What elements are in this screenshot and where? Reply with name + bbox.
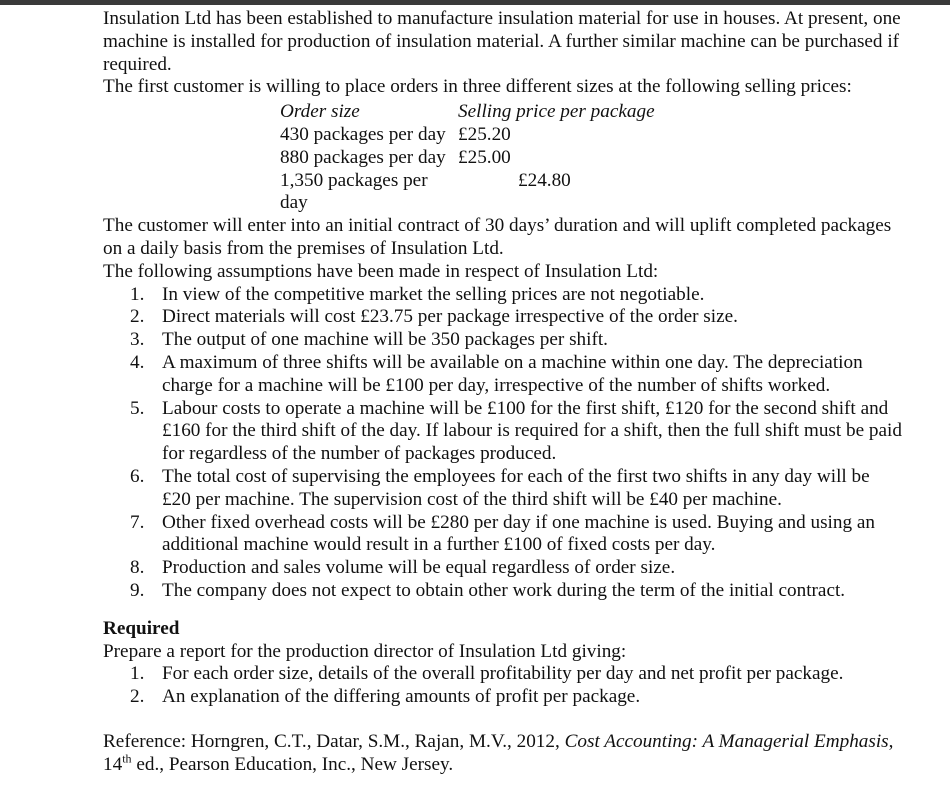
list-item (103, 352, 903, 398)
list-number: 7. (130, 511, 145, 533)
required-list (103, 663, 903, 709)
list-text: An explanation of the differing amounts of profit per package. (162, 686, 641, 708)
contract-paragraph: The customer will enter into an initial contract of 30 days’ duration and will uplift completed packages on a daily basis from the premises of Insulation Ltd. (103, 215, 892, 259)
list-item (103, 663, 903, 686)
table-row (280, 170, 655, 216)
list-text: For each order size, details of the overall profitability per day and net profit per package. (162, 663, 844, 685)
reference-citation (103, 731, 903, 777)
list-text: The output of one machine will be 350 packages per shift. (162, 329, 608, 351)
required-heading: Required (103, 617, 180, 639)
list-text: The total cost of supervising the employees for each of the first two shifts in any day will be £20 per machine. The supervision cost of the third shift will be £40 per machine. (162, 465, 870, 510)
list-text: In view of the competitive market the selling prices are not negotiable. (162, 283, 705, 305)
list-item (103, 686, 903, 709)
reference-edition: , 14 (103, 730, 894, 775)
list-text: Direct materials will cost £23.75 per package irrespective of the order size. (162, 306, 738, 328)
table-row (280, 147, 655, 170)
list-number: 5. (130, 397, 145, 419)
top-border (0, 0, 950, 5)
reference-book-title: Cost Accounting: A Managerial Emphasis (564, 730, 889, 752)
list-item (103, 329, 903, 352)
list-item (103, 580, 903, 603)
reference-publisher: ed., Pearson Education, Inc., New Jersey. (131, 753, 454, 775)
intro-prices-paragraph: The first customer is willing to place orders in three different sizes at the following selling prices: (103, 76, 852, 98)
order-size-cell: 430 packages per day (280, 123, 446, 145)
list-item (103, 466, 903, 512)
list-number: 6. (130, 465, 145, 487)
list-item (103, 512, 903, 558)
price-table-header (280, 101, 655, 124)
header-selling-price: Selling price per package (458, 101, 655, 123)
list-number: 1. (130, 283, 145, 305)
required-intro: Prepare a report for the production director of Insulation Ltd giving: (103, 640, 627, 662)
list-number: 8. (130, 557, 145, 579)
list-text: The company does not expect to obtain other work during the term of the initial contract. (162, 579, 846, 601)
list-item (103, 557, 903, 580)
assumptions-list (103, 284, 903, 603)
price-cell: £25.20 (458, 123, 511, 145)
order-size-cell: 880 packages per day (280, 146, 446, 168)
list-text: Labour costs to operate a machine will be £100 for the first shift, £120 for the second shift and £160 for the third shift of the day. If labour is required for a shift, then the full shift must be paid for regardless of the number of packages produced. (162, 397, 902, 465)
reference-prefix: Reference: Horngren, C.T., Datar, S.M., Rajan, M.V., 2012, (103, 730, 565, 752)
list-number: 2. (130, 306, 145, 328)
list-number: 1. (130, 663, 145, 685)
list-number: 9. (130, 579, 145, 601)
price-cell: £25.00 (458, 146, 511, 168)
intro-paragraph: Insulation Ltd has been established to manufacture insulation material for use in houses. At present, one machine is installed for production of insulation material. A further similar machine can be purchased if required. (103, 8, 901, 75)
list-number: 3. (130, 329, 145, 351)
order-size-cell: 1,350 packages per day (280, 169, 428, 214)
list-number: 4. (130, 351, 145, 373)
list-text: Other fixed overhead costs will be £280 per day if one machine is used. Buying and using an additional machine would result in a further £100 of fixed costs per day. (162, 511, 875, 556)
price-table (280, 101, 655, 215)
price-cell: £24.80 (518, 169, 571, 191)
list-text: A maximum of three shifts will be available on a machine within one day. The depreciation charge for a machine will be £100 per day, irrespective of the number of shifts worked. (162, 351, 863, 396)
document-body (103, 8, 903, 777)
header-order-size: Order size (280, 101, 360, 123)
list-item (103, 398, 903, 466)
reference-edition-suffix: th (122, 751, 132, 766)
list-item (103, 284, 903, 307)
list-text: Production and sales volume will be equal regardless of order size. (162, 557, 676, 579)
table-row (280, 124, 655, 147)
list-number: 2. (130, 686, 145, 708)
list-item (103, 306, 903, 329)
assumptions-intro: The following assumptions have been made in respect of Insulation Ltd: (103, 260, 659, 282)
